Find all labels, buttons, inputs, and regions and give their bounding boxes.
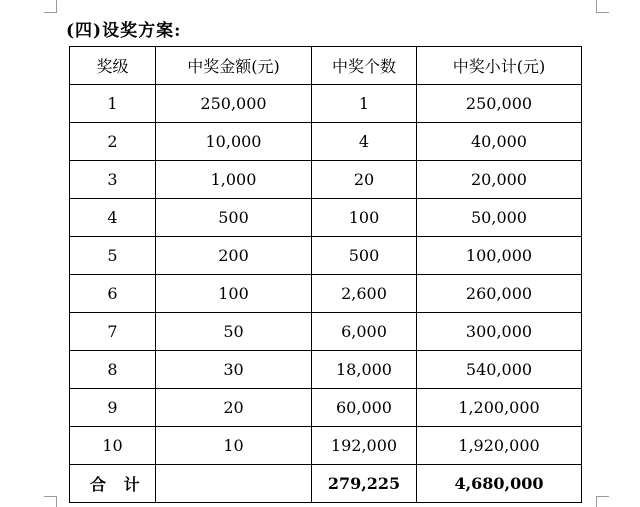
cell-winner-count: 4 — [312, 123, 417, 161]
page-corner-mark-top-left — [44, 0, 57, 13]
table-row — [70, 85, 582, 123]
table-row — [70, 313, 582, 351]
cell-winner-count: 60,000 — [312, 389, 417, 427]
cell-prize-subtotal: 100,000 — [417, 237, 582, 275]
table-row — [70, 161, 582, 199]
cell-prize-level: 7 — [70, 313, 156, 351]
cell-prize-level: 8 — [70, 351, 156, 389]
cell-prize-subtotal: 40,000 — [417, 123, 582, 161]
page-corner-mark-top-right — [596, 0, 609, 13]
cell-prize-level: 6 — [70, 275, 156, 313]
cell-prize-amount: 30 — [156, 351, 312, 389]
cell-winner-count: 1 — [312, 85, 417, 123]
cell-prize-amount: 100 — [156, 275, 312, 313]
cell-prize-amount: 50 — [156, 313, 312, 351]
section-title: (四)设奖方案: — [66, 21, 182, 41]
cell-prize-amount: 200 — [156, 237, 312, 275]
cell-winner-count: 100 — [312, 199, 417, 237]
cell-prize-subtotal: 1,200,000 — [417, 389, 582, 427]
cell-prize-amount: 10,000 — [156, 123, 312, 161]
header-prize-level: 奖级 — [70, 47, 156, 85]
table-row — [70, 427, 582, 465]
prize-table — [69, 46, 582, 503]
cell-prize-subtotal: 20,000 — [417, 161, 582, 199]
table-row — [70, 275, 582, 313]
header-prize-subtotal: 中奖小计(元) — [417, 47, 582, 85]
total-subtotal: 4,680,000 — [417, 465, 582, 503]
cell-prize-subtotal: 50,000 — [417, 199, 582, 237]
cell-prize-level: 10 — [70, 427, 156, 465]
cell-winner-count: 2,600 — [312, 275, 417, 313]
cell-prize-level: 1 — [70, 85, 156, 123]
table-row — [70, 237, 582, 275]
total-count: 279,225 — [312, 465, 417, 503]
cell-prize-amount: 10 — [156, 427, 312, 465]
cell-prize-subtotal: 250,000 — [417, 85, 582, 123]
total-row — [70, 465, 582, 503]
cell-prize-level: 3 — [70, 161, 156, 199]
table-row — [70, 351, 582, 389]
table-row — [70, 199, 582, 237]
cell-winner-count: 18,000 — [312, 351, 417, 389]
cell-winner-count: 20 — [312, 161, 417, 199]
total-label: 合 计 — [70, 465, 156, 503]
cell-prize-amount: 250,000 — [156, 85, 312, 123]
total-amount — [156, 465, 312, 503]
page-corner-mark-bottom-right — [596, 496, 609, 507]
cell-winner-count: 500 — [312, 237, 417, 275]
cell-winner-count: 192,000 — [312, 427, 417, 465]
cell-prize-amount: 500 — [156, 199, 312, 237]
page-corner-mark-bottom-left — [44, 496, 57, 507]
cell-prize-subtotal: 540,000 — [417, 351, 582, 389]
cell-prize-subtotal: 300,000 — [417, 313, 582, 351]
cell-prize-level: 9 — [70, 389, 156, 427]
table-row — [70, 123, 582, 161]
header-winner-count: 中奖个数 — [312, 47, 417, 85]
cell-winner-count: 6,000 — [312, 313, 417, 351]
table-row — [70, 389, 582, 427]
cell-prize-amount: 20 — [156, 389, 312, 427]
cell-prize-subtotal: 1,920,000 — [417, 427, 582, 465]
table-body — [70, 85, 582, 465]
cell-prize-level: 5 — [70, 237, 156, 275]
cell-prize-amount: 1,000 — [156, 161, 312, 199]
header-prize-amount: 中奖金额(元) — [156, 47, 312, 85]
table-header-row — [70, 47, 582, 85]
cell-prize-level: 4 — [70, 199, 156, 237]
cell-prize-subtotal: 260,000 — [417, 275, 582, 313]
cell-prize-level: 2 — [70, 123, 156, 161]
